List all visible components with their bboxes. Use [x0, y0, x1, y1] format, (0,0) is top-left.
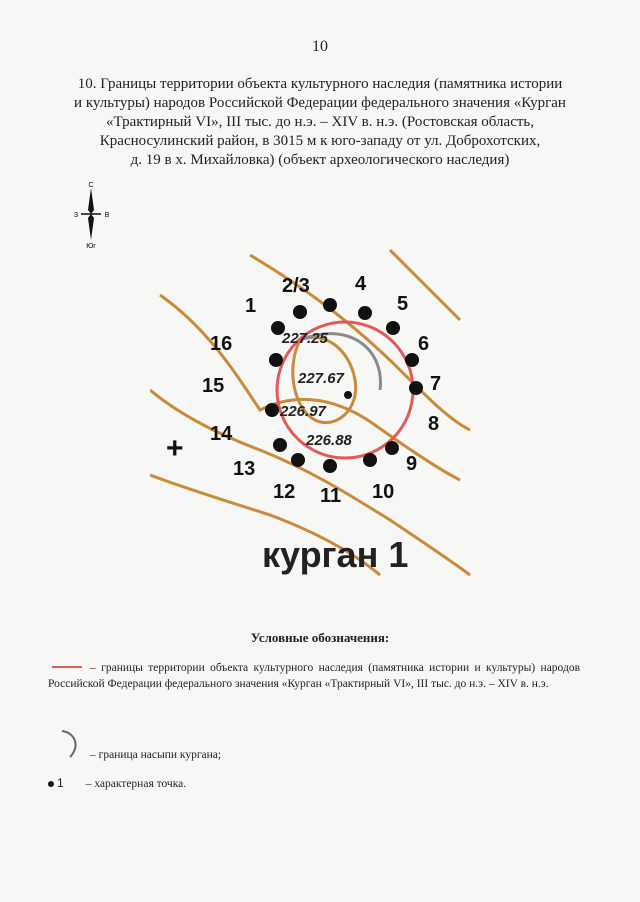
elevation-label: 227.25: [282, 330, 328, 347]
point-label: 6: [418, 333, 430, 355]
compass-south: Юг: [86, 243, 96, 250]
kurgan-label: курган 1: [262, 534, 409, 575]
legend-title: Условные обозначения:: [250, 630, 390, 645]
elevation-label: 227.67: [298, 370, 344, 387]
legend-mound-text: – граница насыпи кургана;: [90, 749, 222, 761]
center-mark: [344, 391, 352, 399]
point-label: 1: [245, 295, 257, 317]
legend-boundary-item: [48, 660, 580, 692]
elevation-label: 226.97: [280, 403, 326, 420]
legend-point-text: – характерная точка.: [85, 778, 187, 790]
legend-mound-item: [48, 727, 580, 763]
point-label: 5: [397, 293, 409, 315]
point-label: 8: [428, 413, 440, 435]
compass-west: З: [73, 212, 79, 219]
point-label: 12: [273, 481, 296, 503]
point-14: [265, 403, 279, 417]
point-dot-icon: [48, 781, 54, 787]
point-label: 7: [430, 373, 442, 395]
compass-south-arrow: [88, 214, 94, 240]
title-line: и культуры) народов Российской Федерации федерального значения «Курган: [74, 95, 566, 111]
page-number: 10: [312, 38, 328, 55]
point-9: [385, 441, 399, 455]
point-2-3: [293, 305, 307, 319]
point-7: [405, 353, 419, 367]
boundary-line-swatch: [52, 666, 82, 668]
site-map: [150, 240, 480, 580]
elevation-label: 226.88: [306, 432, 352, 449]
point-15: [269, 353, 283, 367]
legend-point-number: 1: [57, 776, 64, 790]
point-label: 9: [406, 453, 418, 475]
point-label: 11: [320, 485, 342, 507]
point-label: 16: [210, 333, 233, 355]
compass-east: В: [104, 212, 110, 219]
point-12: [291, 453, 305, 467]
title-line: д. 19 в х. Михайловка) (объект археологического наследия): [130, 152, 510, 168]
point-6: [386, 321, 400, 335]
compass-north-arrow: [88, 188, 94, 214]
point-label: 10: [372, 481, 395, 503]
title-line: Красносулинский район, в 3015 м к юго-западу от ул. Доброхотских,: [99, 133, 541, 149]
point-4: [323, 298, 337, 312]
title-line: «Трактирный VI», III тыс. до н.э. – XIV в. н.э. (Ростовская область,: [105, 114, 535, 130]
point-5: [358, 306, 372, 320]
plus-marker: +: [166, 432, 184, 465]
compass-north: С: [88, 182, 94, 189]
mound-arc-icon: [54, 727, 84, 759]
legend-boundary-text: – границы территории объекта культурного наследия (памятника истории и культуры) народов Российской Федерации федерального значения «Курган «Трактирный VI», III тыс. до н.э. – XIV в. н.э.: [48, 662, 580, 690]
point-13: [273, 438, 287, 452]
point-label: 2/3: [282, 275, 310, 297]
point-label: 4: [355, 273, 367, 295]
point-label: 15: [202, 375, 225, 397]
point-11: [323, 459, 337, 473]
point-10: [363, 453, 377, 467]
point-label: 14: [210, 423, 233, 445]
point-8: [409, 381, 423, 395]
point-label: 13: [233, 458, 256, 480]
compass-icon: [70, 180, 112, 250]
legend-point-item: [48, 775, 580, 792]
page-title: [60, 75, 580, 170]
title-line: 10. Границы территории объекта культурного наследия (памятника истории: [77, 76, 563, 92]
